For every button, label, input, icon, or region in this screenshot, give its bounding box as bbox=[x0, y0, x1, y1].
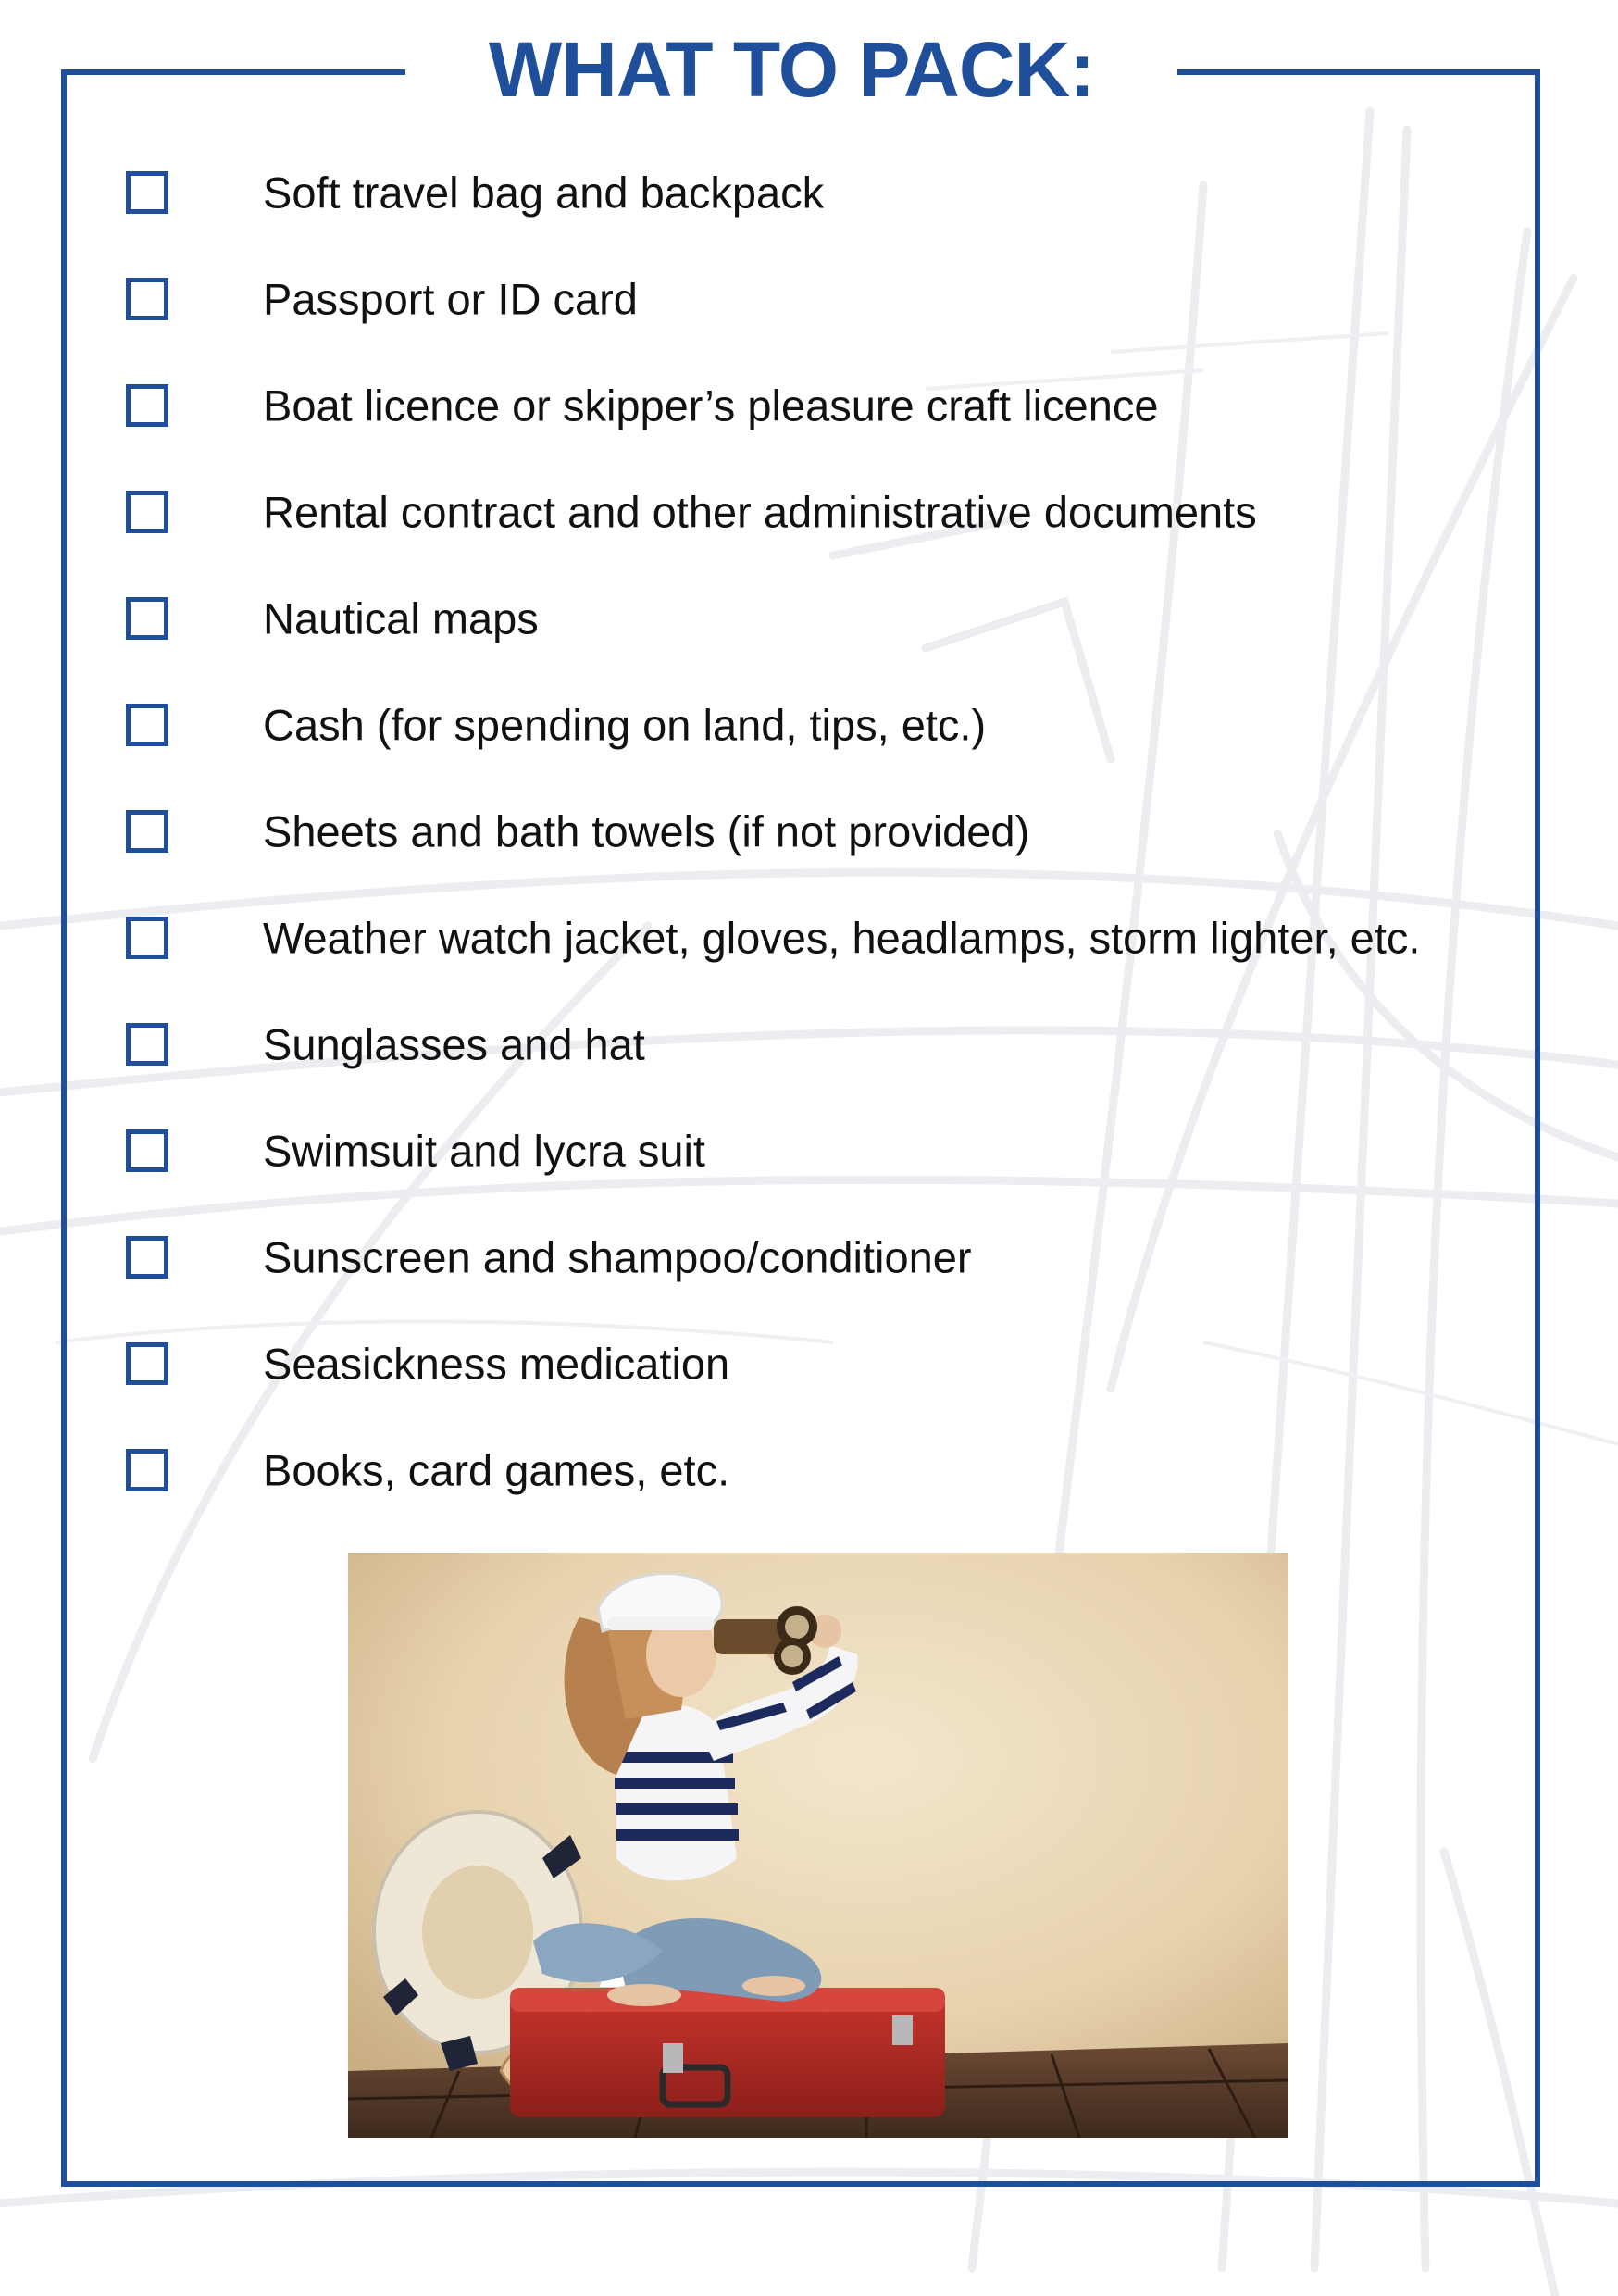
checklist-item-label: Boat licence or skipper’s pleasure craft licence bbox=[263, 381, 1159, 430]
checklist-item[interactable] bbox=[126, 910, 1514, 966]
checklist-item-label: Cash (for spending on land, tips, etc.) bbox=[263, 700, 987, 750]
checklist-item-label: Soft travel bag and backpack bbox=[263, 168, 825, 218]
checklist-item-label: Sunglasses and hat bbox=[263, 1019, 645, 1069]
checklist-item[interactable] bbox=[126, 804, 1514, 859]
child-sailor-photo bbox=[348, 1553, 1288, 2138]
checklist-item[interactable] bbox=[126, 591, 1514, 646]
checklist-item-label: Rental contract and other administrative documents bbox=[263, 487, 1257, 537]
checklist-item[interactable] bbox=[126, 1017, 1514, 1072]
checklist-item[interactable] bbox=[126, 1123, 1514, 1179]
checklist-item-label: Books, card games, etc. bbox=[263, 1445, 730, 1495]
checkbox[interactable] bbox=[126, 384, 168, 427]
checkbox[interactable] bbox=[126, 704, 168, 746]
checklist-item-label: Swimsuit and lycra suit bbox=[263, 1126, 705, 1176]
checklist-item[interactable] bbox=[126, 1229, 1514, 1285]
checklist-item-label: Weather watch jacket, gloves, headlamps, storm lighter, etc. bbox=[263, 913, 1421, 963]
checklist-item[interactable] bbox=[126, 165, 1514, 220]
checklist-item-label: Sunscreen and shampoo/conditioner bbox=[263, 1232, 972, 1282]
checklist-item[interactable] bbox=[126, 484, 1514, 540]
checkbox[interactable] bbox=[126, 1342, 168, 1385]
checkbox[interactable] bbox=[126, 917, 168, 959]
checkbox[interactable] bbox=[126, 1129, 168, 1172]
checkbox[interactable] bbox=[126, 810, 168, 853]
checklist-item-label: Seasickness medication bbox=[263, 1339, 730, 1389]
checklist-item[interactable] bbox=[126, 1442, 1514, 1498]
checkbox[interactable] bbox=[126, 597, 168, 640]
checkbox[interactable] bbox=[126, 1023, 168, 1066]
page-title: WHAT TO PACK: bbox=[488, 25, 1095, 113]
checkbox[interactable] bbox=[126, 1236, 168, 1279]
checklist-item[interactable] bbox=[126, 271, 1514, 327]
checklist-item-label: Sheets and bath towels (if not provided) bbox=[263, 806, 1030, 856]
checklist-item-label: Passport or ID card bbox=[263, 274, 638, 324]
checklist-item[interactable] bbox=[126, 697, 1514, 753]
checklist-item[interactable] bbox=[126, 1336, 1514, 1391]
checkbox[interactable] bbox=[126, 278, 168, 320]
title-wrapper bbox=[405, 19, 1177, 120]
checkbox[interactable] bbox=[126, 491, 168, 533]
checklist-item[interactable] bbox=[126, 378, 1514, 433]
checkbox[interactable] bbox=[126, 171, 168, 214]
checkbox[interactable] bbox=[126, 1449, 168, 1491]
checklist-item-label: Nautical maps bbox=[263, 593, 539, 643]
